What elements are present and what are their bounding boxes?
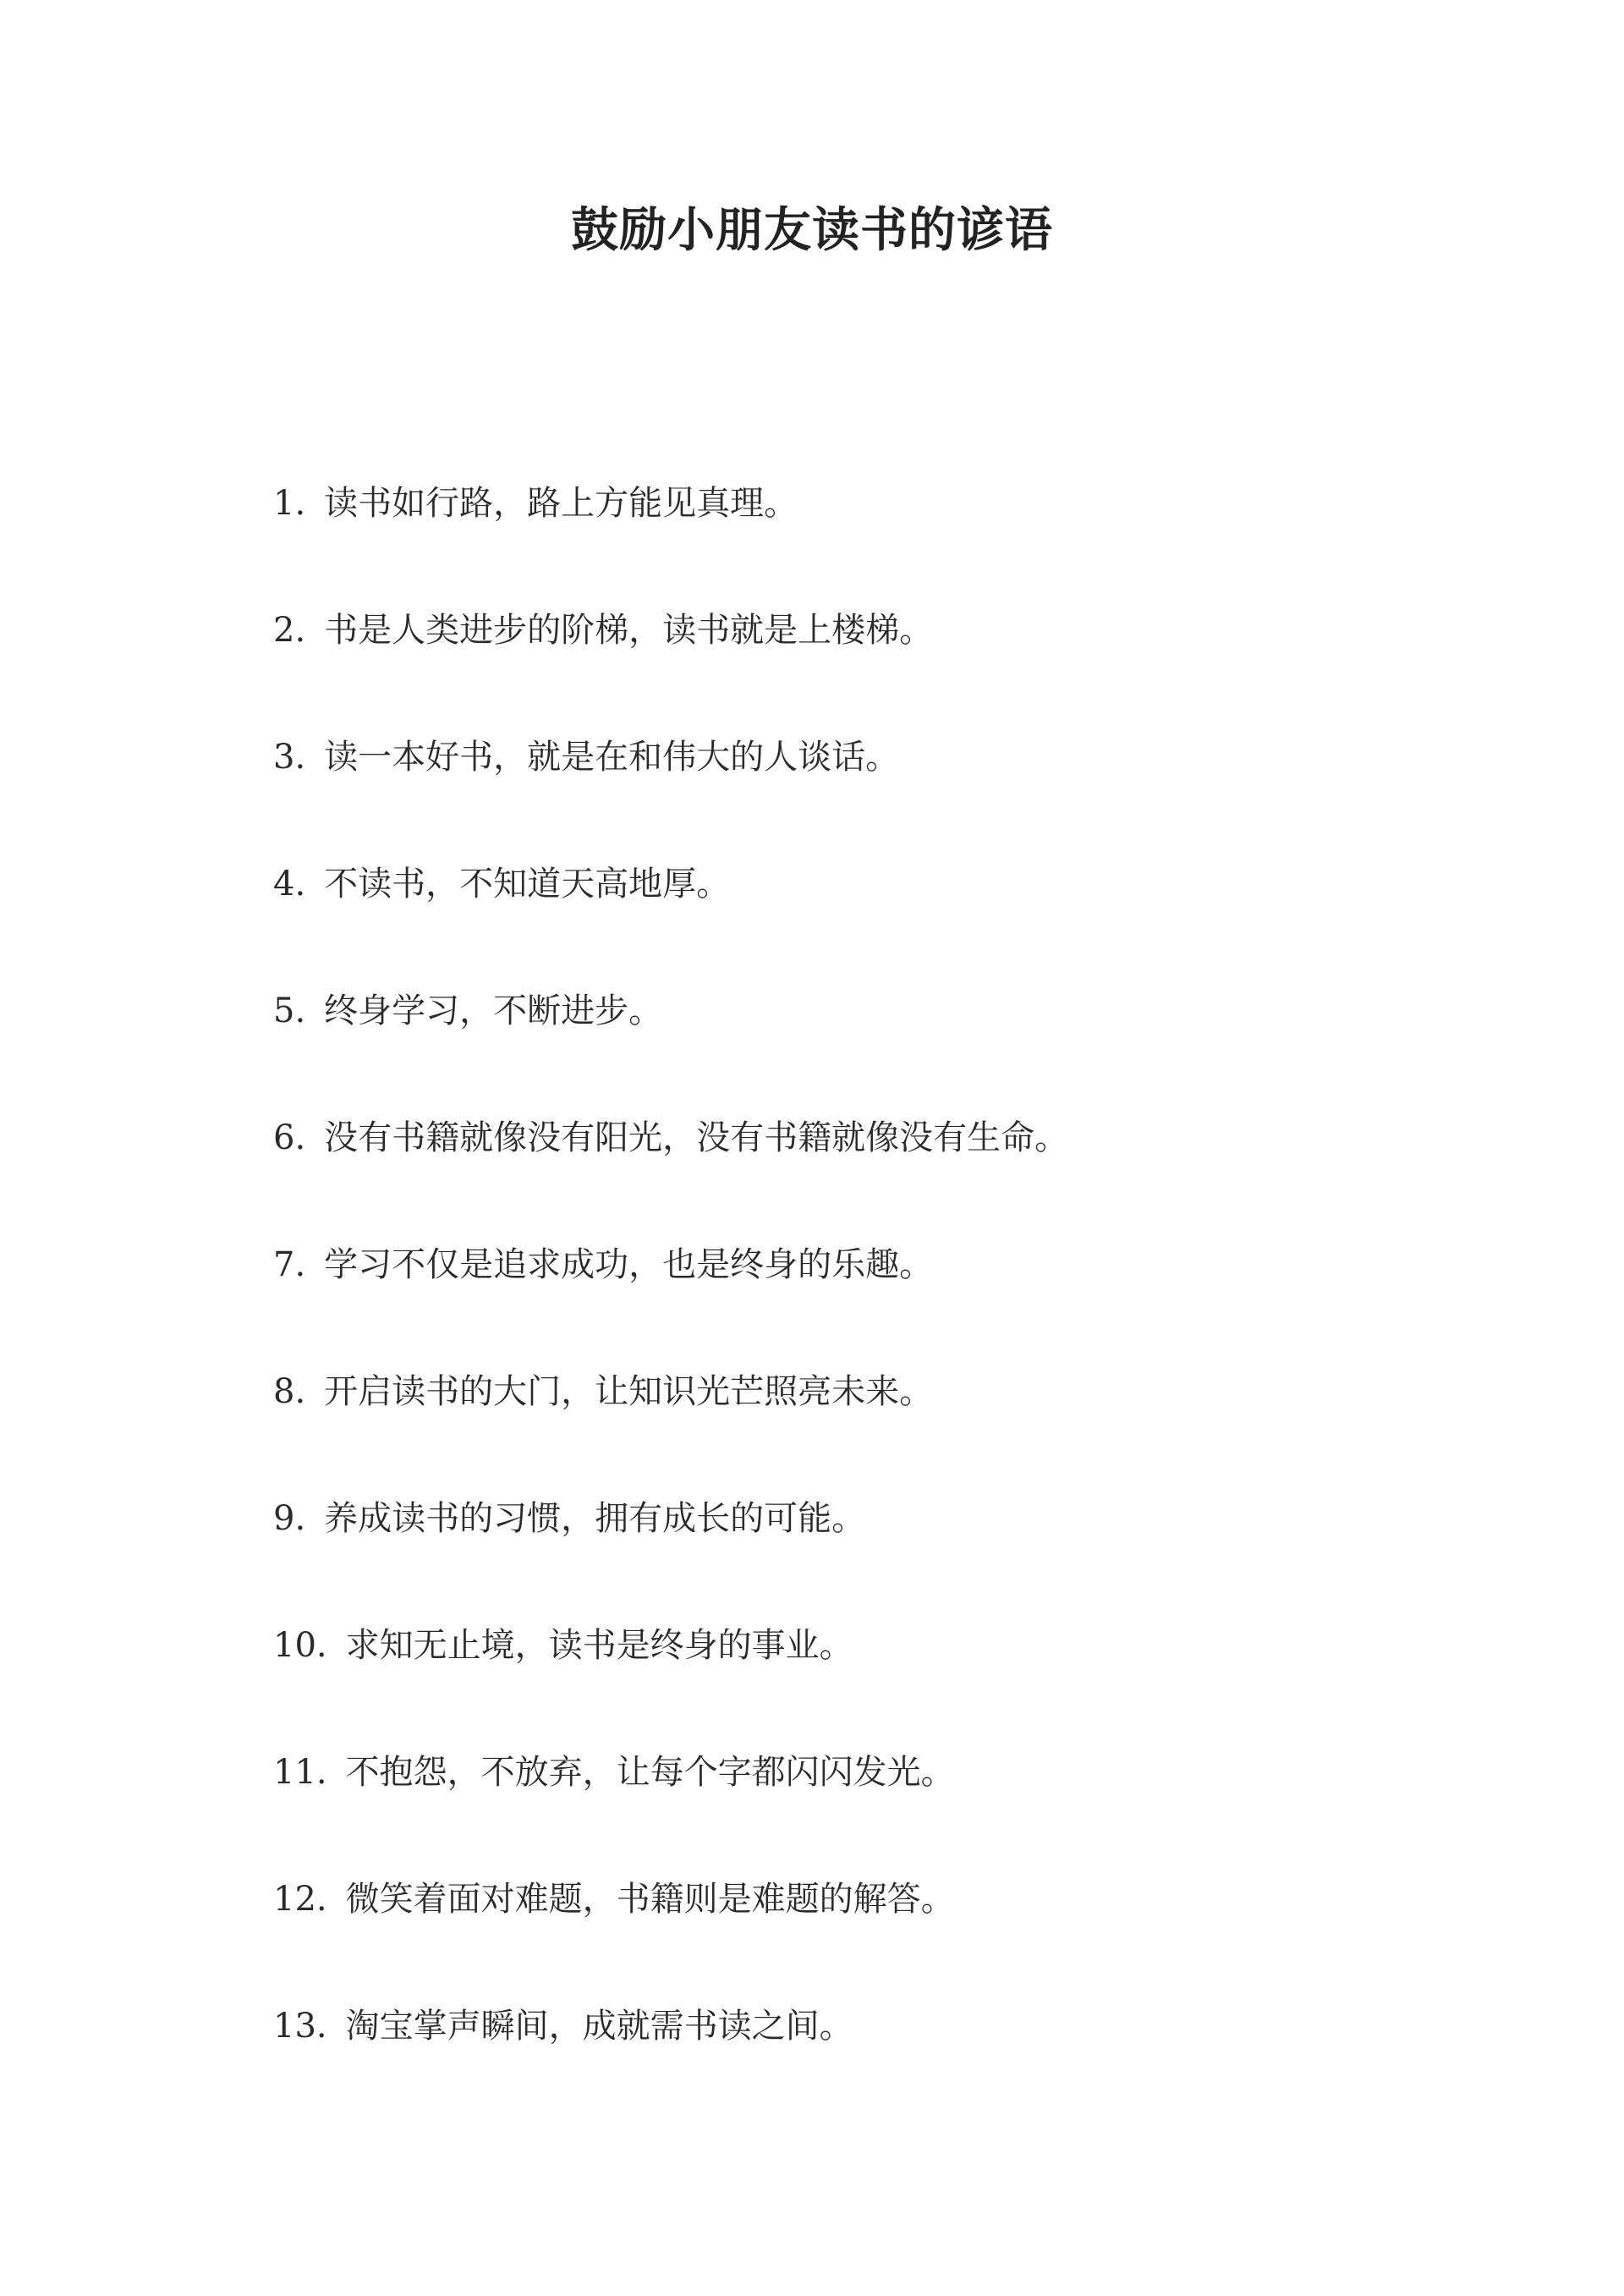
item-text: 不抱怨，不放弃，让每个字都闪闪发光。 bbox=[345, 1753, 955, 1792]
list-item bbox=[273, 1582, 1068, 1709]
item-number: 7. bbox=[273, 1245, 306, 1284]
item-text: 没有书籍就像没有阳光，没有书籍就像没有生命。 bbox=[324, 1118, 1069, 1157]
item-number: 13. bbox=[273, 2007, 327, 2046]
item-text: 不读书，不知道天高地厚。 bbox=[324, 865, 731, 904]
item-number: 6. bbox=[273, 1118, 306, 1157]
list-item bbox=[273, 1201, 1068, 1328]
item-text: 学习不仅是追求成功，也是终身的乐趣。 bbox=[324, 1245, 934, 1284]
list-item bbox=[273, 1709, 1068, 1836]
item-text: 读一本好书，就是在和伟大的人谈话。 bbox=[324, 738, 900, 777]
list-item bbox=[273, 821, 1068, 948]
item-number: 10. bbox=[273, 1626, 327, 1665]
list-item bbox=[273, 694, 1068, 821]
item-text: 终身学习，不断进步。 bbox=[324, 991, 663, 1030]
item-text: 开启读书的大门，让知识光芒照亮未来。 bbox=[324, 1372, 934, 1411]
item-number: 3. bbox=[273, 738, 306, 777]
document-title: 鼓励小朋友读书的谚语 bbox=[571, 202, 1053, 258]
item-number: 8. bbox=[273, 1372, 306, 1411]
list-item bbox=[273, 1836, 1068, 1963]
item-text: 养成读书的习惯，拥有成长的可能。 bbox=[324, 1499, 866, 1538]
list-item bbox=[273, 1074, 1068, 1201]
list-item bbox=[273, 1328, 1068, 1455]
item-number: 9. bbox=[273, 1499, 306, 1538]
item-number: 12. bbox=[273, 1880, 327, 1919]
list-item bbox=[273, 948, 1068, 1074]
item-number: 1. bbox=[273, 484, 306, 523]
item-text: 微笑着面对难题，书籍则是难题的解答。 bbox=[345, 1880, 955, 1919]
list-item bbox=[273, 1455, 1068, 1582]
list-item bbox=[273, 1963, 1068, 2090]
proverb-list bbox=[273, 440, 1068, 2090]
item-number: 4. bbox=[273, 865, 306, 904]
item-text: 淘宝掌声瞬间，成就需书读之间。 bbox=[345, 2007, 853, 2046]
item-text: 读书如行路，路上方能见真理。 bbox=[324, 484, 798, 523]
list-item bbox=[273, 440, 1068, 567]
item-number: 5. bbox=[273, 991, 306, 1030]
item-text: 书是人类进步的阶梯，读书就是上楼梯。 bbox=[324, 611, 934, 650]
item-number: 11. bbox=[273, 1753, 327, 1792]
list-item bbox=[273, 567, 1068, 694]
item-number: 2. bbox=[273, 611, 306, 650]
item-text: 求知无止境，读书是终身的事业。 bbox=[345, 1626, 853, 1665]
